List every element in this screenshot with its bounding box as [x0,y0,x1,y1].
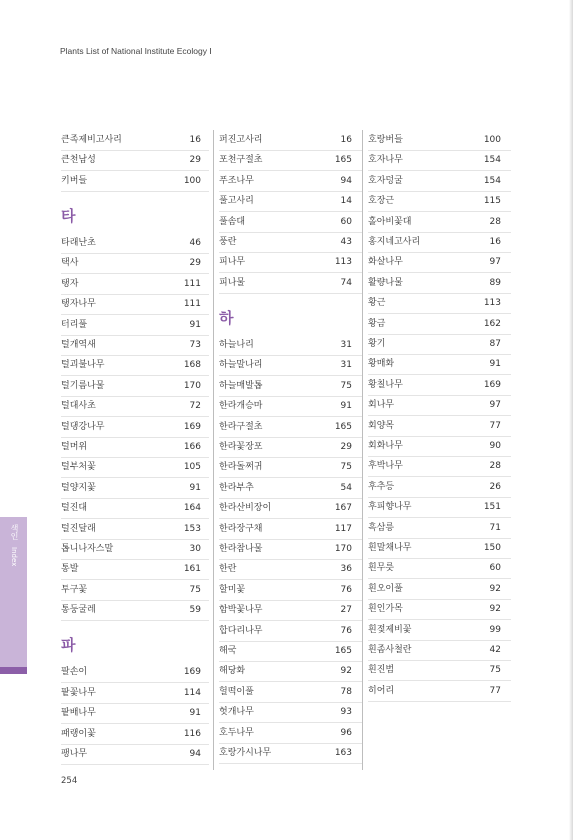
entry-name: 흰말채나무 [368,543,412,553]
index-side-tab-label [8,524,20,566]
entry-page-number: 170 [334,544,352,555]
entry-page-number: 165 [334,646,352,657]
entry-name: 털댕강나무 [61,421,105,432]
index-entry [368,599,511,620]
entry-name: 털머위 [61,442,88,453]
entry-page-number: 97 [489,257,501,268]
entry-page-number: 97 [489,400,501,411]
entry-name: 키버들 [61,175,88,186]
index-entry [61,396,209,417]
index-entry [219,743,362,764]
entry-page-number: 167 [334,503,352,514]
entry-name: 피나무 [219,257,246,268]
index-entry [219,437,362,458]
index-column-2 [213,130,362,770]
running-header: Plants List of National Institute Ecology Ⅰ [60,46,212,56]
index-entry [368,212,511,233]
entry-name: 회화나무 [368,441,403,451]
entry-name: 홍지네고사리 [368,237,421,247]
page-number: 254 [61,776,78,786]
index-entry [61,233,209,254]
entry-name: 하늘말나리 [219,360,263,371]
entry-name: 탱자 [61,278,79,289]
entry-page-number: 43 [340,237,352,247]
entry-name: 큰천남성 [61,155,96,166]
entry-name: 할미꽃 [219,584,246,595]
index-entry [368,436,511,457]
entry-name: 흑삼릉 [368,522,395,533]
entry-page-number: 91 [189,482,201,493]
entry-page-number: 153 [183,523,201,534]
index-entry [368,579,511,600]
entry-page-number: 77 [489,420,501,431]
index-entry [368,640,511,661]
entry-name: 후추등 [368,481,395,492]
index-entry [61,315,209,336]
entry-name: 호자나무 [368,155,403,166]
entry-name: 한라구절초 [219,421,263,432]
entry-name: 팥배나무 [61,708,96,719]
entry-name: 택사 [61,258,79,269]
entry-name: 큰족제비고사리 [61,135,122,145]
index-entry [368,293,511,314]
entry-page-number: 42 [489,645,501,655]
entry-name: 팽나무 [61,749,88,760]
entry-page-number: 115 [483,196,501,207]
index-entry [219,212,362,233]
index-entry [219,355,362,376]
entry-page-number: 16 [489,237,501,247]
entry-name: 털대사초 [61,401,96,412]
entry-name: 털기름나물 [61,380,105,391]
entry-name: 통발 [61,564,79,575]
entry-page-number: 169 [183,421,201,432]
entry-page-number: 162 [483,318,501,329]
entry-page-number: 170 [183,380,201,391]
entry-page-number: 60 [340,216,352,227]
index-entry [61,437,209,458]
entry-name: 해국 [219,646,237,657]
entry-name: 탱자나무 [61,299,96,310]
entry-page-number: 168 [183,360,201,371]
entry-page-number: 29 [189,258,201,269]
entry-page-number: 30 [189,544,201,555]
entry-page-number: 96 [340,727,352,738]
entry-page-number: 77 [489,685,501,696]
index-entry [368,334,511,355]
index-entry [61,703,209,724]
entry-name: 황금 [368,318,386,329]
entry-page-number: 72 [189,401,201,412]
index-entry [219,130,362,151]
entry-page-number: 90 [489,441,501,451]
entry-name: 흰오이풀 [368,583,403,594]
entry-page-number: 74 [340,277,352,288]
entry-name: 투구꽃 [61,584,88,595]
index-side-tab-accent [0,667,27,674]
entry-page-number: 60 [489,563,501,574]
index-entry [368,395,511,416]
entry-name: 한라장구채 [219,523,263,534]
entry-name: 회양목 [368,420,395,431]
entry-name: 푸조나무 [219,175,254,186]
entry-name: 팔손이 [61,667,88,678]
entry-page-number: 76 [340,584,352,595]
index-entry [219,682,362,703]
index-entry [368,620,511,641]
entry-page-number: 91 [189,708,201,719]
index-column-3 [362,130,511,770]
entry-name: 흰진범 [368,665,395,676]
entry-page-number: 154 [483,155,501,166]
entry-name: 흰무릇 [368,563,395,574]
entry-name: 톱니나자스말 [61,544,114,555]
entry-page-number: 29 [340,442,352,453]
side-tab-english: Index [10,546,18,566]
entry-name: 피나물 [219,277,246,288]
index-entry [61,498,209,519]
index-entry [368,191,511,212]
index-entry [219,580,362,601]
index-entry [219,273,362,294]
entry-name: 한라개승마 [219,401,263,412]
entry-page-number: 154 [483,175,501,186]
entry-page-number: 89 [489,277,501,288]
index-entry [219,252,362,273]
entry-page-number: 28 [489,461,501,472]
entry-page-number: 150 [483,543,501,553]
entry-name: 호랑버들 [368,135,403,145]
entry-page-number: 161 [183,564,201,575]
entry-page-number: 165 [334,155,352,166]
entry-page-number: 117 [334,523,352,534]
index-entry [61,130,209,151]
entry-page-number: 166 [183,442,201,453]
entry-name: 털진달래 [61,523,96,534]
index-entry [368,354,511,375]
entry-page-number: 91 [489,359,501,370]
entry-page-number: 93 [340,707,352,718]
index-entry [61,335,209,356]
entry-page-number: 94 [340,175,352,186]
page-edge-shadow [569,0,573,840]
entry-page-number: 76 [340,625,352,636]
entry-name: 풀고사리 [219,196,254,207]
entry-page-number: 165 [334,421,352,432]
index-entry [368,558,511,579]
index-entry [219,150,362,171]
entry-page-number: 113 [334,257,352,268]
entry-name: 퍼진고사리 [219,135,263,145]
entry-name: 하늘나리 [219,340,254,351]
entry-page-number: 73 [189,340,201,351]
index-entry [368,681,511,702]
index-entry [61,376,209,397]
entry-page-number: 164 [183,503,201,514]
entry-name: 하늘매발톱 [219,380,263,391]
entry-page-number: 16 [189,135,201,145]
index-entry [61,662,209,683]
entry-page-number: 105 [183,462,201,473]
entry-page-number: 31 [340,340,352,351]
entry-name: 털진대 [61,503,88,514]
entry-page-number: 169 [183,667,201,678]
entry-name: 후피향나무 [368,502,412,513]
entry-page-number: 71 [489,522,501,533]
entry-name: 털개역새 [61,340,96,351]
index-entry [219,171,362,192]
index-entry [368,497,511,518]
entry-name: 호장근 [368,196,395,207]
index-entry [219,396,362,417]
entry-name: 헐떡이풀 [219,686,254,697]
index-entry [368,171,511,192]
entry-name: 털괴불나무 [61,360,105,371]
entry-page-number: 92 [340,666,352,677]
entry-page-number: 26 [489,481,501,492]
side-tab-korean: 색인 [10,524,19,540]
index-entry [219,457,362,478]
entry-page-number: 87 [489,339,501,349]
entry-name: 합다리나무 [219,625,263,636]
entry-page-number: 91 [340,401,352,412]
entry-name: 호랑가시나무 [219,748,272,759]
index-entry [219,661,362,682]
index-entry [219,417,362,438]
index-entry [219,376,362,397]
entry-page-number: 36 [340,564,352,575]
entry-page-number: 111 [183,299,201,310]
index-entry [61,478,209,499]
index-entry [368,232,511,253]
entry-name: 패랭이꽃 [61,728,96,739]
entry-page-number: 100 [483,135,501,145]
index-entry [368,538,511,559]
entry-page-number: 113 [483,298,501,309]
index-entry [61,683,209,704]
index-entry [219,621,362,642]
index-entry [61,519,209,540]
section-letter: 하 [219,308,234,327]
index-entry [368,477,511,498]
entry-page-number: 100 [183,175,201,186]
index-entry [368,273,511,294]
entry-page-number: 99 [489,624,501,635]
entry-name: 통둥굴레 [61,605,96,616]
index-entry [368,660,511,681]
entry-name: 활량나물 [368,277,403,288]
index-entry [219,723,362,744]
entry-page-number: 75 [489,665,501,676]
entry-name: 함박꽃나무 [219,605,263,616]
section-letter: 파 [61,636,76,655]
entry-page-number: 91 [189,319,201,330]
entry-name: 한란 [219,564,237,575]
entry-page-number: 31 [340,360,352,371]
index-entry [368,375,511,396]
entry-name: 홀아비꽃대 [368,216,412,227]
entry-page-number: 169 [483,379,501,390]
entry-name: 타래난초 [61,238,96,249]
entry-name: 한라산비장이 [219,503,272,514]
entry-page-number: 92 [489,604,501,615]
entry-page-number: 29 [189,155,201,166]
entry-page-number: 163 [334,748,352,759]
index-entry [219,335,362,356]
index-entry [61,150,209,171]
index-entry [368,456,511,477]
index-entry [368,150,511,171]
entry-name: 한라꽃장포 [219,442,263,453]
entry-page-number: 151 [483,502,501,513]
index-entry [368,416,511,437]
entry-page-number: 16 [340,135,352,145]
entry-page-number: 114 [183,687,201,698]
entry-name: 흰인가목 [368,604,403,615]
entry-name: 히어리 [368,685,395,696]
index-entry [368,252,511,273]
entry-page-number: 27 [340,605,352,616]
entry-name: 헛개나무 [219,707,254,718]
index-entry [61,539,209,560]
entry-name: 황근 [368,298,386,309]
entry-page-number: 59 [189,605,201,616]
index-entry [61,600,209,621]
entry-page-number: 46 [189,238,201,249]
entry-name: 포천구절초 [219,155,263,166]
entry-name: 황매화 [368,359,395,370]
entry-name: 흰좀사철란 [368,645,412,655]
entry-name: 해당화 [219,666,246,677]
index-entry [61,294,209,315]
entry-name: 한라돌쩌귀 [219,462,263,473]
index-entry [368,130,511,151]
index-entry [219,600,362,621]
index-entry [219,559,362,580]
index-entry [61,355,209,376]
entry-name: 황기 [368,339,386,349]
entry-name: 팥꽃나무 [61,687,96,698]
entry-page-number: 75 [189,584,201,595]
index-entry [61,559,209,580]
index-entry [219,641,362,662]
entry-name: 회나무 [368,400,395,411]
entry-name: 호자덩굴 [368,175,403,186]
entry-page-number: 75 [340,462,352,473]
entry-page-number: 14 [340,196,352,207]
entry-name: 호두나무 [219,727,254,738]
entry-page-number: 111 [183,278,201,289]
index-entry [61,724,209,745]
entry-name: 털부처꽃 [61,462,96,473]
entry-name: 한라부추 [219,482,254,493]
index-entry [61,744,209,765]
entry-page-number: 28 [489,216,501,227]
entry-name: 풍란 [219,237,237,247]
entry-name: 한라참나물 [219,544,263,555]
index-entry [368,314,511,335]
index-entry [219,232,362,253]
index-entry [61,274,209,295]
entry-page-number: 54 [340,482,352,493]
entry-name: 후박나무 [368,461,403,472]
index-entry [219,478,362,499]
entry-page-number: 94 [189,749,201,760]
entry-name: 황칠나무 [368,379,403,390]
index-entry [368,518,511,539]
entry-name: 화살나무 [368,257,403,268]
entry-page-number: 75 [340,380,352,391]
index-entry [219,702,362,723]
index-entry [219,498,362,519]
index-entry [61,417,209,438]
index-entry [219,539,362,560]
index-entry [219,191,362,212]
entry-name: 터리풀 [61,319,88,330]
entry-page-number: 78 [340,686,352,697]
index-entry [61,171,209,192]
entry-name: 털양지꽃 [61,482,96,493]
index-entry [61,580,209,601]
entry-page-number: 92 [489,583,501,594]
index-entry [61,457,209,478]
index-entry [219,519,362,540]
entry-page-number: 116 [183,728,201,739]
index-entry [61,253,209,274]
entry-name: 흰젖제비꽃 [368,624,412,635]
entry-name: 풀솜대 [219,216,246,227]
section-letter: 타 [61,206,76,225]
